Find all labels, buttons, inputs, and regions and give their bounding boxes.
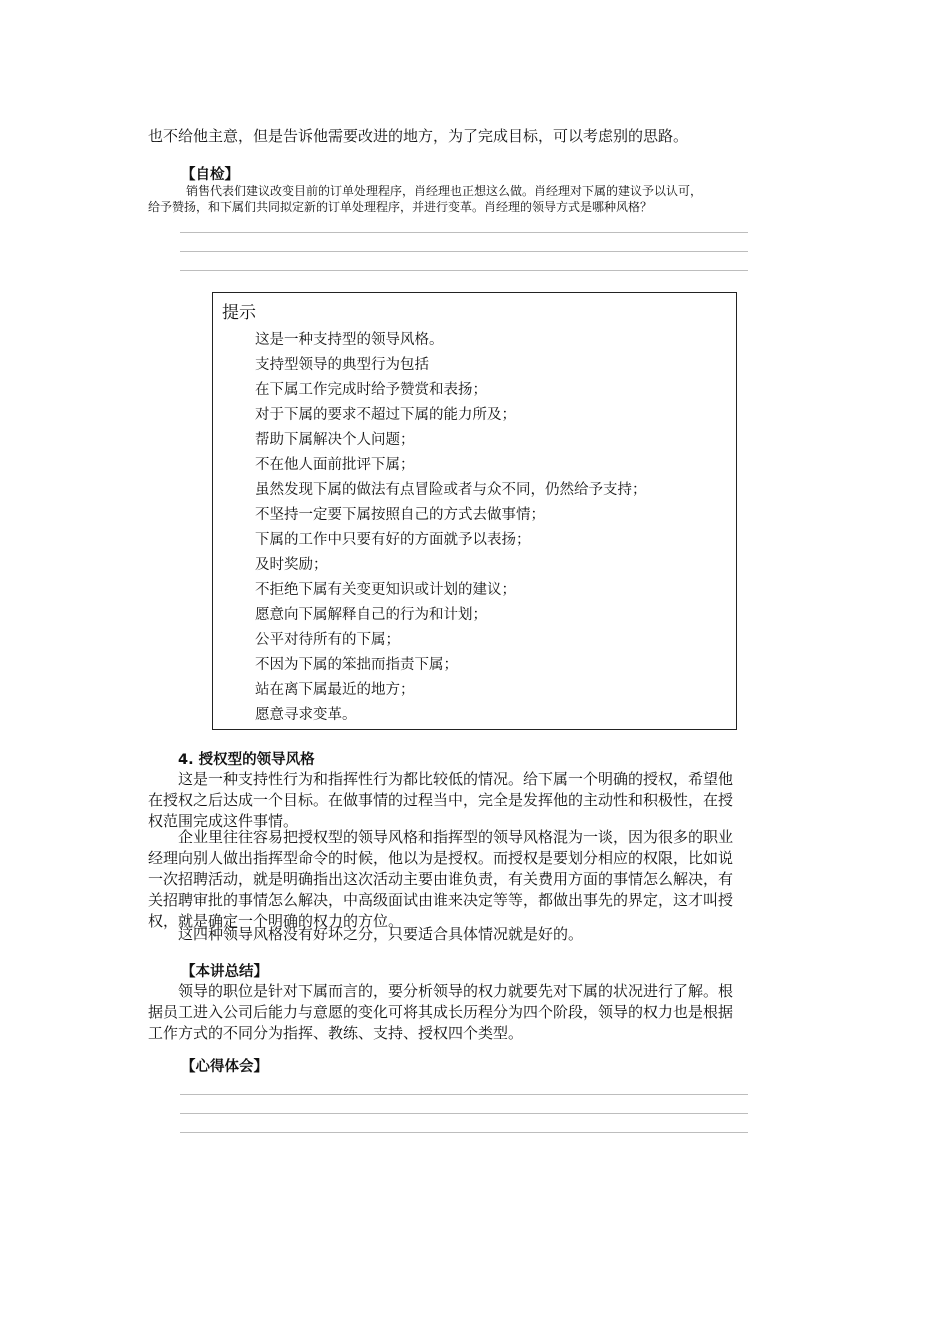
hint-item: 及时奖励； (255, 557, 328, 573)
paragraph-line: 在授权之后达成一个目标。在做事情的过程当中，完全是发挥他的主动性和积极性，在授 (148, 791, 734, 809)
hint-item: 这是一种支持型的领导风格。 (255, 332, 444, 348)
self-check-question-line-2: 给予赞扬，和下属们共同拟定新的订单处理程序，并进行变革。肖经理的领导方式是哪种风格？ (148, 200, 653, 214)
paragraph-line: 一次招聘活动，就是明确指出这次活动主要由谁负责，有关费用方面的事情怎么解决，有 (148, 870, 734, 888)
hint-item: 不坚持一定要下属按照自己的方式去做事情； (255, 507, 545, 523)
paragraph-line: 这是一种支持性行为和指挥性行为都比较低的情况。给下属一个明确的授权，希望他 (178, 770, 734, 788)
paragraph-line: 工作方式的不同分为指挥、教练、支持、授权四个类型。 (148, 1024, 524, 1042)
summary-heading: 【本讲总结】 (181, 964, 268, 980)
hint-title: 提示 (222, 303, 256, 323)
hint-item: 不拒绝下属有关变更知识或计划的建议； (255, 582, 516, 598)
paragraph-line: 权范围完成这件事情。 (148, 812, 299, 830)
hint-item: 支持型领导的典型行为包括 (255, 357, 429, 373)
answer-line[interactable] (180, 232, 748, 233)
hint-item: 虽然发现下属的做法有点冒险或者与众不同，仍然给予支持； (255, 482, 647, 498)
hint-item: 站在离下属最近的地方； (255, 682, 415, 698)
answer-line[interactable] (180, 251, 748, 252)
intro-line: 也不给他主意，但是告诉他需要改进的地方，为了完成目标，可以考虑别的思路。 (148, 127, 689, 145)
section-4-paragraph-2 (148, 827, 808, 932)
paragraph-line: 经理向别人做出指挥型命令的时候，他以为是授权。而授权是要划分相应的权限，比如说 (148, 849, 734, 867)
paragraph-line: 这四种领导风格没有好坏之分，只要适合具体情况就是好的。 (178, 925, 584, 943)
hint-item: 在下属工作完成时给予赞赏和表扬； (255, 382, 487, 398)
paragraph-line: 关招聘审批的事情怎么解决，中高级面试由谁来决定等等，都做出事先的界定，这才叫授 (148, 891, 734, 909)
section-4-paragraph-3 (148, 924, 808, 945)
hint-item: 不在他人面前批评下属； (255, 457, 415, 473)
paragraph-line: 据员工进入公司后能力与意愿的变化可将其成长历程分为四个阶段，领导的权力也是根据 (148, 1003, 734, 1021)
hint-item: 不因为下属的笨拙而指责下属； (255, 657, 458, 673)
hint-box (212, 292, 737, 730)
answer-line[interactable] (180, 270, 748, 271)
hint-item: 愿意寻求变革。 (255, 707, 357, 723)
hint-item: 愿意向下属解释自己的行为和计划； (255, 607, 487, 623)
self-check-question-line-1: 销售代表们建议改变目前的订单处理程序，肖经理也正想这么做。肖经理对下属的建议予以认可， (186, 184, 703, 198)
section-4-paragraph-1 (148, 769, 808, 832)
hint-item: 下属的工作中只要有好的方面就予以表扬； (255, 532, 531, 548)
paragraph-line: 权，就是确定一个明确的权力的方位。 (148, 912, 404, 930)
reflection-line[interactable] (180, 1094, 748, 1095)
hint-item: 对于下属的要求不超过下属的能力所及； (255, 407, 516, 423)
summary-paragraph (148, 981, 808, 1044)
paragraph-line: 企业里往往容易把授权型的领导风格和指挥型的领导风格混为一谈，因为很多的职业 (178, 828, 734, 846)
reflection-heading: 【心得体会】 (181, 1059, 268, 1075)
hint-item: 帮助下属解决个人问题； (255, 432, 415, 448)
reflection-line[interactable] (180, 1132, 748, 1133)
paragraph-line: 领导的职位是针对下属而言的，要分析领导的权力就要先对下属的状况进行了解。根 (178, 982, 734, 1000)
self-check-heading: 【自检】 (181, 167, 239, 183)
section-4-heading: 4. 授权型的领导风格 (178, 752, 315, 768)
hint-item: 公平对待所有的下属； (255, 632, 400, 648)
reflection-line[interactable] (180, 1113, 748, 1114)
